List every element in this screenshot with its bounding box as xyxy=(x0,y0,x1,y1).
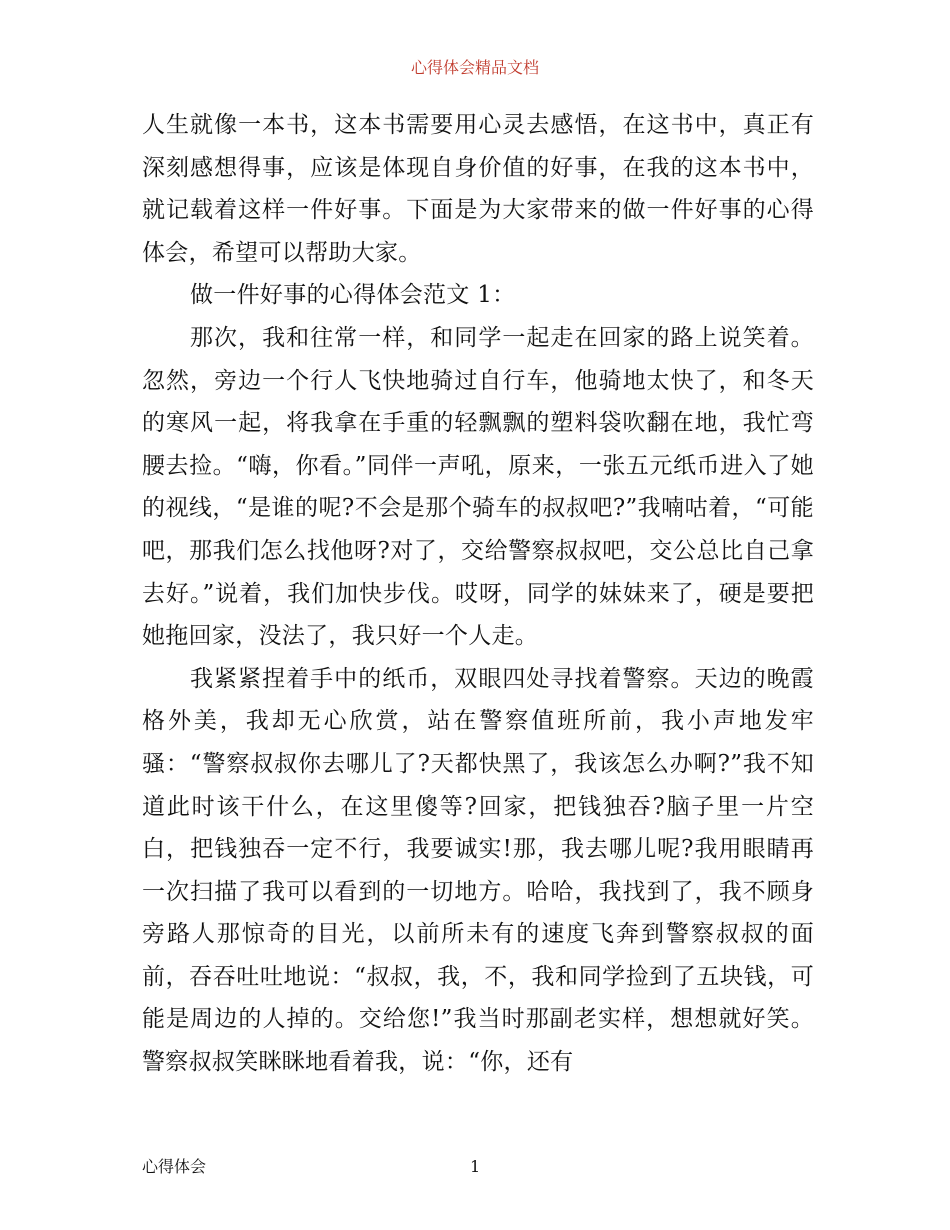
intro-paragraph: 人生就像一本书，这本书需要用心灵去感悟，在这书中，真正有深刻感想得事，应该是体现自身价值的好事，在我的这本书中，就记载着这样一件好事。下面是为大家带来的做一件好事的心得体会，希望可以帮助大家。 xyxy=(142,112,814,266)
page-number: 1 xyxy=(470,1157,481,1176)
document-body xyxy=(142,104,814,1084)
body-paragraph: 那次，我和往常一样，和同学一起走在回家的路上说笑着。忽然，旁边一个行人飞快地骑过自行车，他骑地太快了，和冬天的寒风一起，将我拿在手重的轻飘飘的塑料袋吹翻在地，我忙弯腰去捡。“嗨，你看。”同伴一声吼，原来，一张五元纸币进入了她的视线，“是谁的呢?不会是那个骑车的叔叔吧?”我喃咕着，“可能吧，那我们怎么找他呀?对了，交给警察叔叔吧，交公总比自己拿去好。”说着，我们加快步伐。哎呀，同学的妹妹来了，硬是要把她拖回家，没法了，我只好一个人走。 xyxy=(142,324,814,650)
section-heading: 做一件好事的心得体会范文 1： xyxy=(190,282,516,309)
page-header-title: 心得体会精品文档 xyxy=(410,58,539,77)
footer-label: 心得体会 xyxy=(142,1157,207,1176)
body-paragraph: 我紧紧捏着手中的纸币，双眼四处寻找着警察。天边的晚霞格外美，我却无心欣赏，站在警察值班所前，我小声地发牢骚：“警察叔叔你去哪儿了?天都快黑了，我该怎么办啊?”我不知道此时该干什么，在这里傻等?回家，把钱独吞?脑子里一片空白，把钱独吞一定不行，我要诚实!那，我去哪儿呢?我用眼睛再一次扫描了我可以看到的一切地方。哈哈，我找到了，我不顾身旁路人那惊奇的目光，以前所未有的速度飞奔到警察叔叔的面前，吞吞吐吐地说：“叔叔，我，不，我和同学捡到了五块钱，可能是周边的人掉的。交给您!”我当时那副老实样，想想就好笑。警察叔叔笑眯眯地看着我，说：“你，还有 xyxy=(142,665,814,1076)
